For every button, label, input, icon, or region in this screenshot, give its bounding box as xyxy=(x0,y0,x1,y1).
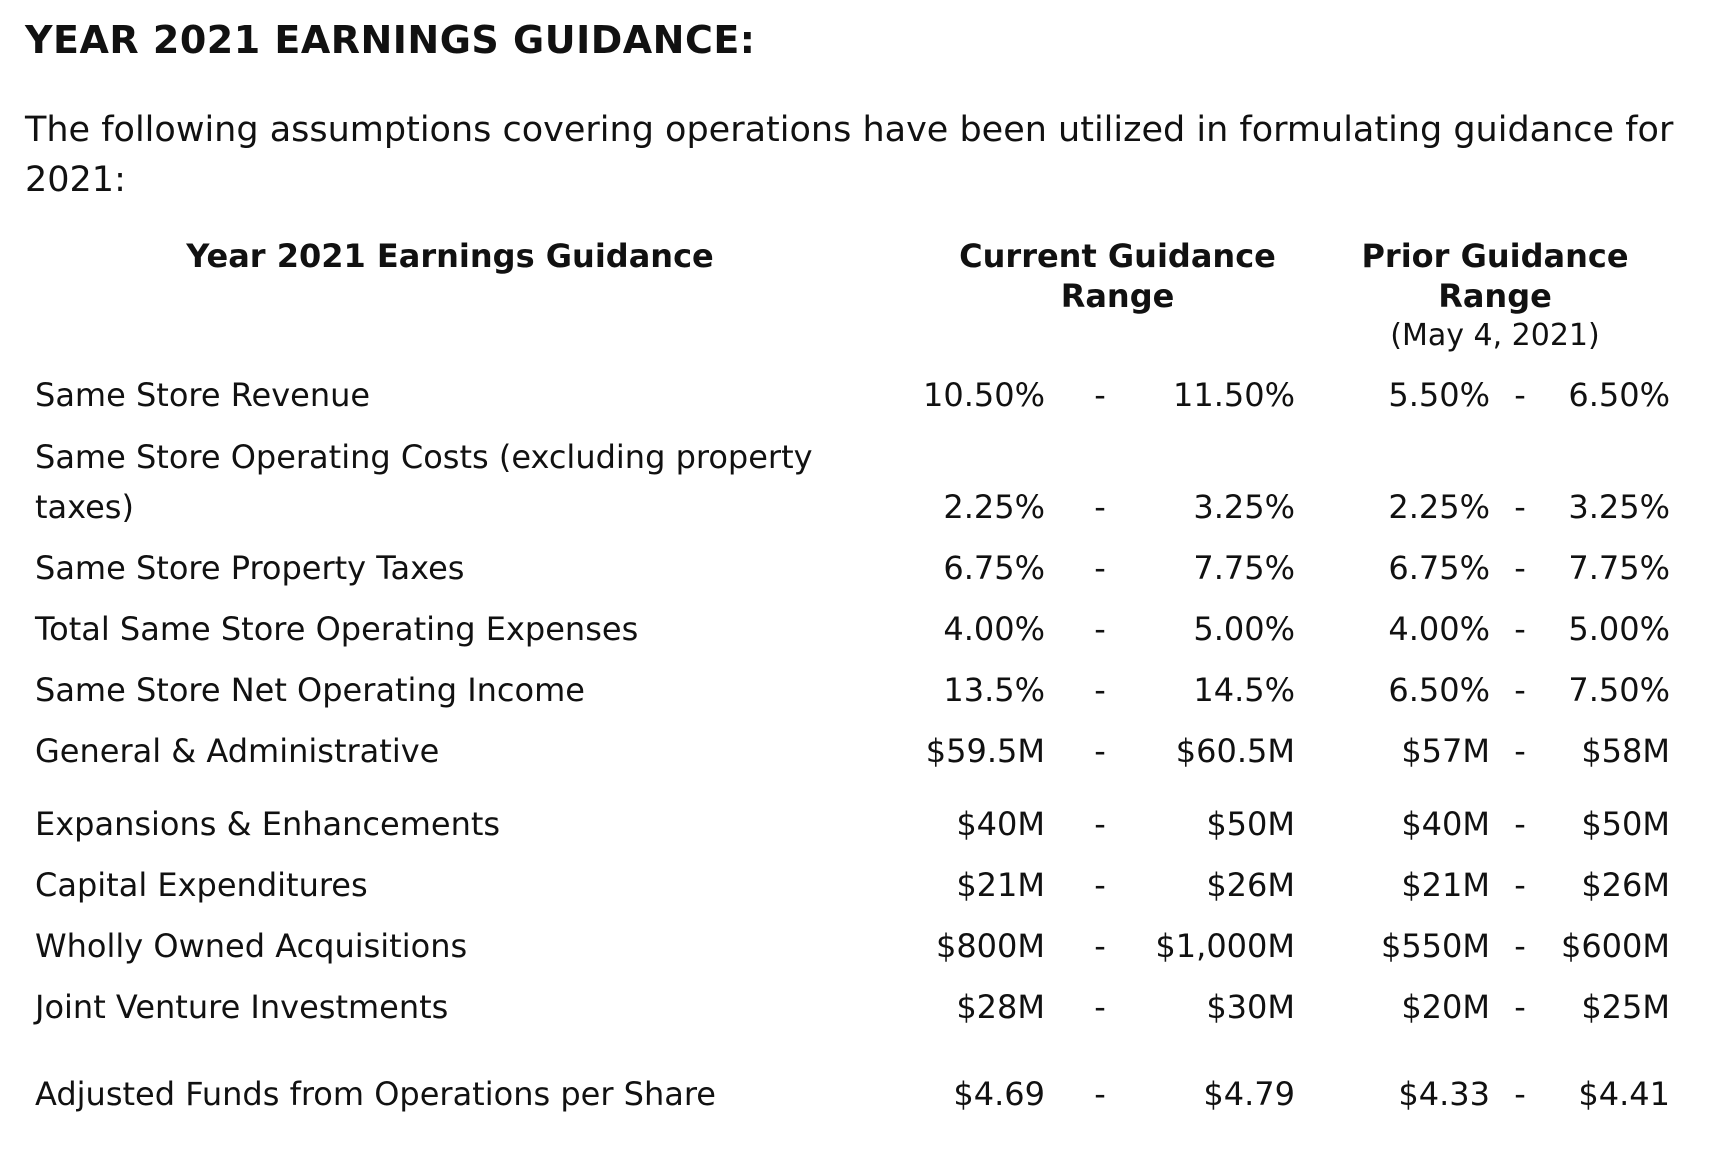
table-row xyxy=(0,438,1722,532)
prior-dash: - xyxy=(1514,927,1526,965)
prior-low: $21M xyxy=(1401,866,1490,904)
table-row xyxy=(0,921,1722,971)
row-label: Joint Venture Investments xyxy=(35,988,449,1026)
prior-dash: - xyxy=(1514,610,1526,648)
row-label: Adjusted Funds from Operations per Share xyxy=(35,1075,716,1113)
prior-dash: - xyxy=(1514,805,1526,843)
row-label: Same Store Revenue xyxy=(35,376,371,414)
header-prior-line2: Range xyxy=(1438,277,1552,315)
prior-dash: - xyxy=(1514,988,1526,1026)
prior-low: 5.50% xyxy=(1388,376,1490,414)
prior-dash: - xyxy=(1514,732,1526,770)
prior-low: $40M xyxy=(1401,805,1490,843)
current-high: 7.75% xyxy=(1193,549,1295,587)
current-dash: - xyxy=(1094,488,1106,526)
row-label: Same Store Net Operating Income xyxy=(35,671,585,709)
prior-low: $550M xyxy=(1380,927,1490,965)
prior-high: $4.41 xyxy=(1578,1075,1670,1113)
current-dash: - xyxy=(1094,1075,1106,1113)
current-high: 11.50% xyxy=(1172,376,1295,414)
table-row xyxy=(0,543,1722,593)
current-high: $26M xyxy=(1206,866,1295,904)
prior-high: 7.75% xyxy=(1568,549,1670,587)
row-label: Expansions & Enhancements xyxy=(35,805,501,843)
header-current-line1: Current Guidance xyxy=(959,237,1276,275)
current-high: 5.00% xyxy=(1193,610,1295,648)
prior-low: $20M xyxy=(1401,988,1490,1026)
header-prior-range xyxy=(1335,236,1655,356)
current-low: 10.50% xyxy=(922,376,1045,414)
prior-low: 2.25% xyxy=(1388,488,1490,526)
prior-low: 6.75% xyxy=(1388,549,1490,587)
prior-low: 4.00% xyxy=(1388,610,1490,648)
prior-dash: - xyxy=(1514,549,1526,587)
table-row xyxy=(0,982,1722,1032)
current-high: 3.25% xyxy=(1193,488,1295,526)
prior-high: 5.00% xyxy=(1568,610,1670,648)
prior-high: $600M xyxy=(1560,927,1670,965)
current-low: 13.5% xyxy=(943,671,1045,709)
prior-low: $57M xyxy=(1401,732,1490,770)
prior-high: $25M xyxy=(1581,988,1670,1026)
row-label: Wholly Owned Acquisitions xyxy=(35,927,468,965)
header-prior-line1: Prior Guidance xyxy=(1361,237,1629,275)
header-item xyxy=(180,236,720,276)
table-row xyxy=(0,604,1722,654)
prior-dash: - xyxy=(1514,1075,1526,1113)
current-dash: - xyxy=(1094,671,1106,709)
current-dash: - xyxy=(1094,610,1106,648)
current-high: 14.5% xyxy=(1193,671,1295,709)
current-low: $28M xyxy=(956,988,1045,1026)
header-prior-date: (May 4, 2021) xyxy=(1390,318,1600,353)
table-row xyxy=(0,799,1722,849)
row-label: Same Store Operating Costs (excluding property taxes) xyxy=(35,438,813,526)
prior-dash: - xyxy=(1514,376,1526,414)
current-low: $59.5M xyxy=(925,732,1045,770)
row-label: Capital Expenditures xyxy=(35,866,368,904)
table-row xyxy=(0,860,1722,910)
prior-high: 7.50% xyxy=(1568,671,1670,709)
prior-dash: - xyxy=(1514,866,1526,904)
current-dash: - xyxy=(1094,988,1106,1026)
table-row xyxy=(0,1069,1722,1119)
current-low: $4.69 xyxy=(953,1075,1045,1113)
row-label: Total Same Store Operating Expenses xyxy=(35,610,639,648)
header-item-label: Year 2021 Earnings Guidance xyxy=(186,237,714,275)
current-dash: - xyxy=(1094,376,1106,414)
header-current-range xyxy=(935,236,1300,316)
table-row xyxy=(0,665,1722,715)
current-dash: - xyxy=(1094,927,1106,965)
current-high: $60.5M xyxy=(1175,732,1295,770)
header-current-line2: Range xyxy=(1060,277,1175,315)
current-low: $40M xyxy=(956,805,1045,843)
current-dash: - xyxy=(1094,805,1106,843)
prior-high: 3.25% xyxy=(1568,488,1670,526)
current-high: $4.79 xyxy=(1203,1075,1295,1113)
current-dash: - xyxy=(1094,732,1106,770)
table-row xyxy=(0,370,1722,420)
prior-high: $26M xyxy=(1581,866,1670,904)
intro-paragraph: The following assumptions covering operations have been utilized in formulating guidance for 2021: xyxy=(25,110,1674,200)
current-low: 6.75% xyxy=(943,549,1045,587)
prior-dash: - xyxy=(1514,488,1526,526)
row-label: General & Administrative xyxy=(35,732,440,770)
row-label: Same Store Property Taxes xyxy=(35,549,465,587)
current-low: 4.00% xyxy=(943,610,1045,648)
prior-high: $50M xyxy=(1581,805,1670,843)
current-high: $30M xyxy=(1206,988,1295,1026)
current-low: $21M xyxy=(956,866,1045,904)
current-high: $50M xyxy=(1206,805,1295,843)
prior-low: $4.33 xyxy=(1398,1075,1490,1113)
current-low: 2.25% xyxy=(943,488,1045,526)
prior-low: 6.50% xyxy=(1388,671,1490,709)
prior-high: 6.50% xyxy=(1568,376,1670,414)
current-dash: - xyxy=(1094,866,1106,904)
document-heading: YEAR 2021 EARNINGS GUIDANCE: xyxy=(25,18,756,62)
table-row xyxy=(0,726,1722,776)
current-low: $800M xyxy=(935,927,1045,965)
current-dash: - xyxy=(1094,549,1106,587)
current-high: $1,000M xyxy=(1155,927,1295,965)
prior-dash: - xyxy=(1514,671,1526,709)
prior-high: $58M xyxy=(1581,732,1670,770)
